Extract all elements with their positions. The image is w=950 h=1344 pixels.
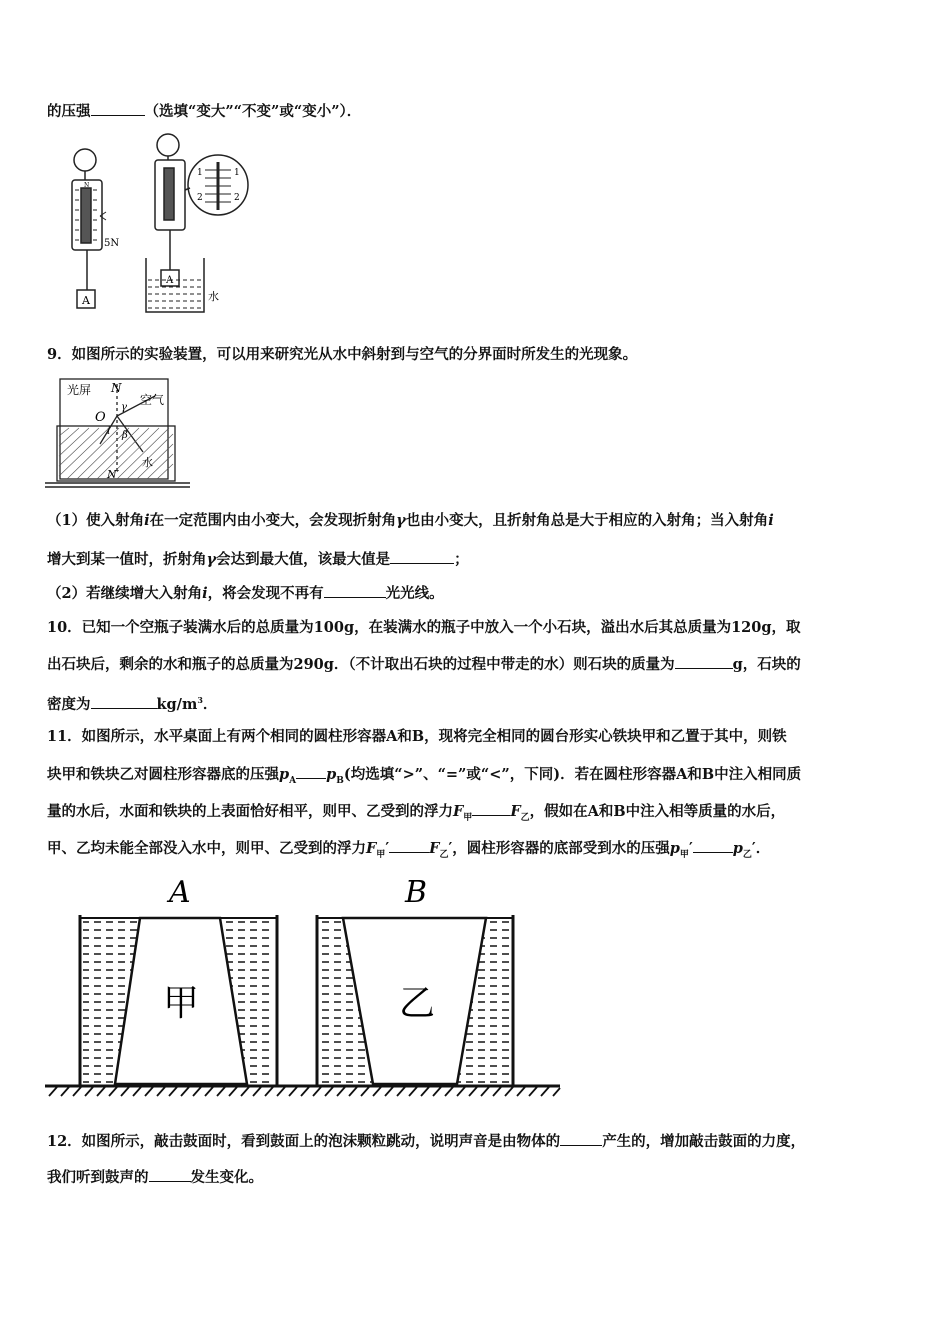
q8-blank[interactable] <box>91 101 145 116</box>
q8-prefix: 的压强 <box>47 103 91 120</box>
screen-label: 光屏 <box>67 383 92 397</box>
q8-suffix: （选填“变大”“不变”或“变小”）． <box>144 103 362 120</box>
zoom-tick: 2 <box>197 193 203 203</box>
water-label-9: 水 <box>142 456 153 469</box>
q9-part1-line1: （1）使入射角i在一定范围内由小变大，会发现折射角γ也由小变大，且折射角总是大于相应的入射角；当入射角i <box>47 512 774 529</box>
block-yi-label: 乙 <box>399 983 436 1024</box>
q8-tail-line <box>47 101 361 122</box>
normal-n: N <box>111 381 122 395</box>
q12-line1: 12．如图所示，敲击鼓面时，看到鼓面上的泡沫颗粒跳动，说明声音是由物体的 产生的，增加敲击鼓面的力度， <box>47 1133 806 1150</box>
q9-part1-line2: 增大到某一值时，折射角γ会达到最大值，该最大值是 ； <box>47 551 469 568</box>
zoom-tick: 1 <box>234 168 240 178</box>
block-label-2: A <box>166 275 174 286</box>
q11-line4: 甲、乙均未能全部没入水中，则甲、乙受到的浮力$F_甲'$ $F_乙'$，圆柱形容器的底部受到水的压强$p_甲'$ $p_乙'$． <box>47 840 771 860</box>
zoom-tick: 2 <box>234 193 240 203</box>
normal-n-prime: N′ <box>107 468 120 481</box>
q12-blank-2[interactable] <box>149 1167 191 1182</box>
block-jia-label: 甲 <box>163 983 200 1024</box>
q10-line1: 10．已知一个空瓶子装满水后的总质量为100g，在装满水的瓶子中放入一个小石块，溢出水后其总质量为120g，取 <box>47 619 801 636</box>
refraction-figure <box>45 374 195 494</box>
zoom-tick: 1 <box>197 168 203 178</box>
q10-blank-2[interactable] <box>91 694 157 709</box>
block-label-1: A <box>82 294 90 307</box>
i-label: i <box>107 426 111 437</box>
q12-line2: 我们听到鼓声的 发生变化。 <box>47 1169 263 1186</box>
q11-blank-4[interactable] <box>693 838 733 853</box>
scale-letter: N <box>84 182 90 189</box>
air-label: 空气 <box>140 393 165 407</box>
q10-blank-1[interactable] <box>675 654 733 669</box>
q11-line3: 量的水后，水面和铁块的上表面恰好相平，则甲、乙受到的浮力$F_甲$ $F_乙$，假如在A和B中注入相等质量的水后， <box>47 803 786 823</box>
q9-blank-2[interactable] <box>324 583 386 598</box>
containers-figure <box>45 870 565 1100</box>
q9-part2: （2）若继续增大入射角i，将会发现不再有 光光线。 <box>47 585 444 602</box>
q10-line3: 密度为 $kg/m^3$． <box>47 695 218 713</box>
q11-blank-1[interactable] <box>296 764 326 779</box>
q11-blank-2[interactable] <box>472 801 510 816</box>
q10-line2: 出石块后，剩余的水和瓶子的总质量为290g．（不计取出石块的过程中带走的水）则石块的质量为 g，石块的 <box>47 656 801 673</box>
water-label: 水 <box>208 290 219 303</box>
label-b: B <box>405 875 428 910</box>
q11-line1: 11．如图所示，水平桌面上有两个相同的圆柱形容器A和B，现将完全相同的圆台形实心铁块甲和乙置于其中，则铁 <box>47 728 787 745</box>
beta-label: β <box>122 430 128 441</box>
unit-label: 5N <box>104 238 120 249</box>
spring-scale-figure <box>60 130 280 320</box>
q9-blank-1[interactable] <box>390 549 454 564</box>
q9-stem: 9．如图所示的实验装置，可以用来研究光从水中斜射到与空气的分界面时所发生的光现象。 <box>47 346 638 363</box>
q11-line2: 块甲和铁块乙对圆柱形容器底的压强$p_A$ $p_B$(均选填“>”、“=”或“<”，下同)．若在圆柱形容器A和B中注入相同质 <box>47 766 802 786</box>
label-a: A <box>169 875 191 910</box>
q11-blank-3[interactable] <box>389 838 429 853</box>
point-o: O <box>95 410 106 425</box>
q12-blank-1[interactable] <box>560 1131 602 1146</box>
gamma-label: γ <box>121 402 127 413</box>
